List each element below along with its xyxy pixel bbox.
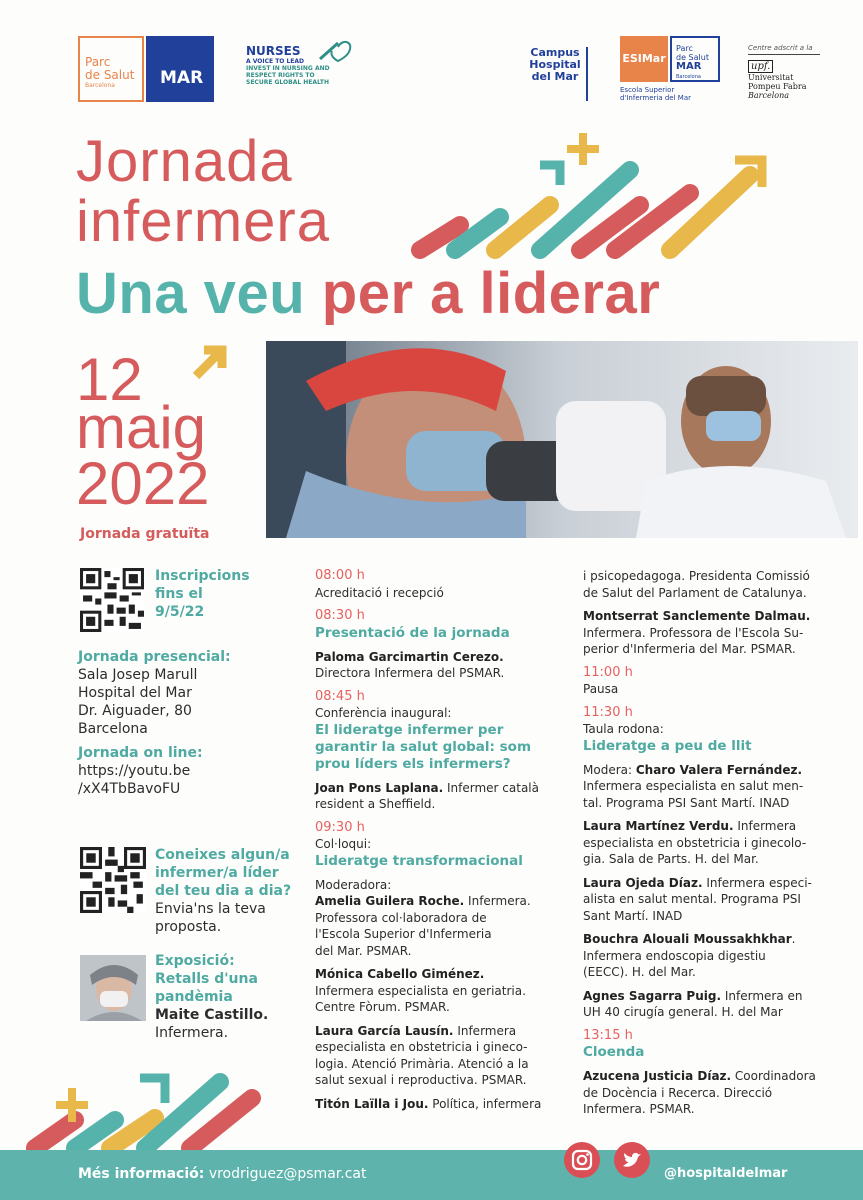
exhibition-image [80,955,146,1021]
text-line: Hospital del Mar [78,685,192,701]
speaker-desc: del Mar. PSMAR. [315,943,412,958]
logo-text: Hospital [529,58,581,71]
speaker-desc: i psicopedagoga. Presidenta Comissió [583,569,810,583]
date-year: 2022 [76,450,210,517]
heart-arrow-icon [316,37,356,65]
speaker-name: Azucena Justicia Díaz. [583,1069,732,1083]
speaker-desc: Infermera [733,819,797,833]
logo-text: MAR [160,68,204,88]
free-event-note: Jornada gratuïta [80,526,210,542]
speaker-name: Titón Laïlla i Jou. [315,1096,429,1111]
footer-label: Més informació: [78,1166,205,1182]
logo-text: Barcelona [676,74,701,80]
logo-text: Campus [530,46,580,59]
date-month: maig [76,394,207,461]
speaker-desc: resident a Sheffield. [315,797,436,811]
leader-proposal-block [155,846,291,936]
speaker-desc: Infermera. [464,894,531,908]
speaker-desc: Professora col·laboradora de [315,910,487,925]
program-column-2 [583,568,845,1118]
program-text: Modera: [583,762,636,777]
program-text: Pausa [583,682,619,696]
speaker-name: Mónica Cabello Giménez. [315,967,485,981]
speaker-desc: de Docència i Recerca. Direcció [583,1085,773,1100]
nurses-voice-logo [246,45,366,86]
speaker-desc: Coordinadora [731,1069,816,1083]
logo-text: SECURE GLOBAL HEALTH [246,79,329,86]
speaker-name: Joan Pons Laplana. [315,780,444,795]
speaker-name: Laura Ojeda Díaz. [583,875,703,890]
time-slot: 08:30 h [315,608,365,623]
speaker-desc: Sant Martí. INAD [583,908,683,923]
logo-text: de Salut [676,53,709,62]
session-heading: garantir la salut global: som [315,738,532,755]
program-text: Acreditació i recepció [315,585,444,600]
logo-text: Universitat [748,73,794,82]
speaker-desc: . [791,932,796,946]
program-text: Moderadora: [315,877,392,892]
venue-label: Jornada presencial: [78,649,231,665]
session-heading: Cloenda [583,1044,645,1060]
text-line: 9/5/22 [155,604,205,620]
twitter-button[interactable] [614,1142,650,1178]
speaker-desc: Infermera especialista en geriatria. [315,983,526,998]
twitter-icon [614,1142,650,1178]
speaker-desc: de Salut del Parlament de Catalunya. [583,585,807,600]
speaker-desc: UH 40 cirugía general. H. del Mar [583,1005,783,1019]
logo-text: d'Infermeria del Mar [620,94,691,102]
speaker-desc: tal. Programa PSI Sant Martí. INAD [583,795,790,810]
logo-text: A VOICE TO LEAD [246,58,305,65]
instagram-icon [564,1142,600,1178]
speaker-desc: especialista en obstetricia i ginecolo- [583,835,807,850]
session-heading: Lideratge transformacional [315,852,523,869]
online-link[interactable]: https://youtu.be [78,763,191,779]
time-slot: 11:30 h [583,704,633,720]
session-heading: Lideratge a peu de llit [583,737,752,754]
date-day: 12 [76,346,143,413]
qr-code-proposta-icon[interactable] [80,847,146,913]
program-text: Conferència inaugural: [315,706,452,720]
speaker-desc: Infermera especialista en salut men- [583,779,804,793]
program-text: Col·loqui: [315,837,372,851]
contact-email-link[interactable]: vrodriguez@psmar.cat [204,1166,367,1182]
photo-illustration [266,341,858,538]
speaker-name: Montserrat Sanclemente Dalmau. [583,609,811,623]
upf-divider [748,54,820,55]
time-slot: 11:00 h [583,664,633,680]
speaker-desc: Infermera. Professora de l'Escola Su- [583,625,804,640]
slogan-part: Una veu [76,261,306,326]
logo-text: Barcelona [748,91,789,100]
speaker-name: Paloma Garcimartin Cerezo. [315,649,504,664]
speaker-desc: perior d'Infermeria del Mar. PSMAR. [583,642,796,656]
slogan-part: per a liderar [321,261,661,326]
speaker-desc: gia. Sala de Parts. H. del Mar. [583,852,759,866]
session-heading: Presentació de la jornada [315,624,510,641]
social-handle[interactable]: @hospitaldelmar [664,1166,788,1181]
logo-text: Parc [676,44,693,53]
text-line: Infermera. [155,1025,229,1041]
speaker-desc: alista en salut mental. Programa PSI [583,892,801,906]
speaker-desc: logia. Atenció Primària. Atenció a la [315,1056,529,1071]
text-line: pandèmia [155,989,233,1005]
speaker-desc: Infermera [453,1023,517,1038]
logo-text: upf. [748,60,773,73]
decorative-arrows-bottom-icon [20,1060,270,1155]
exhibition-thumbnail [80,955,146,1021]
logo-text: Escola Superior [620,86,675,94]
speaker-name: Bouchra Alouali Moussakhkhar [583,932,792,946]
speaker-desc: Centre Fòrum. PSMAR. [315,1000,450,1014]
speaker-desc: Infermer català [443,780,539,795]
logo-text: INVEST IN NURSING AND [246,65,330,72]
esimar-caption [620,86,730,102]
text-line: Inscripcions [155,568,250,584]
arrow-up-right-icon [188,340,236,384]
venue-block [78,648,231,798]
speaker-name: Agnes Sagarra Puig. [583,988,722,1003]
time-slot: 08:00 h [315,568,365,583]
text-line: Coneixes algun/a [155,847,290,863]
session-heading: prou líders els infermers? [315,755,511,772]
title-line-2: infermera [76,189,330,254]
title-line-1: Jornada [76,129,293,194]
logo-text: ESIMar [622,52,666,65]
parc-de-salut-logo [78,36,144,102]
logo-text: Barcelona [85,82,115,89]
logo-text: de Salut [85,68,135,82]
speaker-name: Charo Valera Fernández. [635,762,803,777]
esimar-logo [620,36,668,82]
time-slot: 08:45 h [315,688,365,704]
text-line: del teu dia a dia? [155,883,292,899]
campus-hospital-del-mar-logo [524,47,588,101]
speaker-desc: Infermera endoscopia digestiu [583,948,766,963]
instagram-button[interactable] [564,1142,600,1178]
text-line: Dr. Aiguader, 80 [78,703,192,719]
session-heading: El lideratge infermer per [315,721,504,738]
logo-text: del Mar [531,70,579,83]
speaker-desc: especialista en obstetricia i gineco- [315,1040,528,1054]
esimar-parc-logo [670,36,720,82]
speaker-desc: Política, infermera [428,1096,542,1111]
mar-logo [146,36,214,102]
time-slot: 13:15 h [583,1027,633,1043]
time-slot: 09:30 h [315,819,365,835]
text-line: Barcelona [78,721,148,737]
text-line: Sala Josep Marull [78,667,198,683]
nurses-photo [266,341,858,538]
speaker-desc: l'Escola Superior d'Infermeria [315,927,492,941]
logo-text: NURSES [246,44,301,58]
qr-code-inscripcions-icon[interactable] [80,568,144,632]
text-line: Exposició: [155,953,235,969]
speaker-name: Laura Martínez Verdu. [583,819,734,833]
text-line: fins el [155,586,203,602]
text-line: Envia'ns la teva [155,901,266,917]
speaker-desc: Infermera. PSMAR. [583,1102,695,1116]
text-line: Retalls d'una [155,971,258,987]
speaker-name: Amelia Guilera Roche. [315,894,465,908]
speaker-desc: Infermera especi- [702,875,812,890]
exhibition-block [155,952,268,1042]
slogan [76,262,660,326]
program-text: Taula rodona: [583,722,664,736]
footer-contact [78,1166,366,1182]
online-label: Jornada on line: [78,745,203,761]
speaker-desc: (EECC). H. del Mar. [583,965,696,979]
text-line: Maite Castillo. [155,1007,269,1023]
text-line: infermer/a líder [155,865,279,881]
decorative-arrows-icon [400,125,800,265]
logo-text: MAR [676,61,702,72]
speaker-name: Laura García Lausín. [315,1023,454,1038]
logo-text: Parc [85,55,111,69]
upf-logo [748,60,828,100]
inscripcions-note [155,567,250,621]
speaker-desc: Infermera en [721,988,803,1003]
program-column-1 [315,568,570,1112]
speaker-desc: Directora Infermera del PSMAR. [315,666,505,680]
speaker-desc: salut sexual i reproductiva. PSMAR. [315,1073,527,1087]
online-link[interactable]: /xX4TbBavoFU [78,781,181,797]
text-line: proposta. [155,919,222,935]
upf-caption: Centre adscrit a la [748,44,813,52]
logo-text: Pompeu Fabra [748,82,807,91]
logo-text: RESPECT RIGHTS TO [246,72,315,79]
